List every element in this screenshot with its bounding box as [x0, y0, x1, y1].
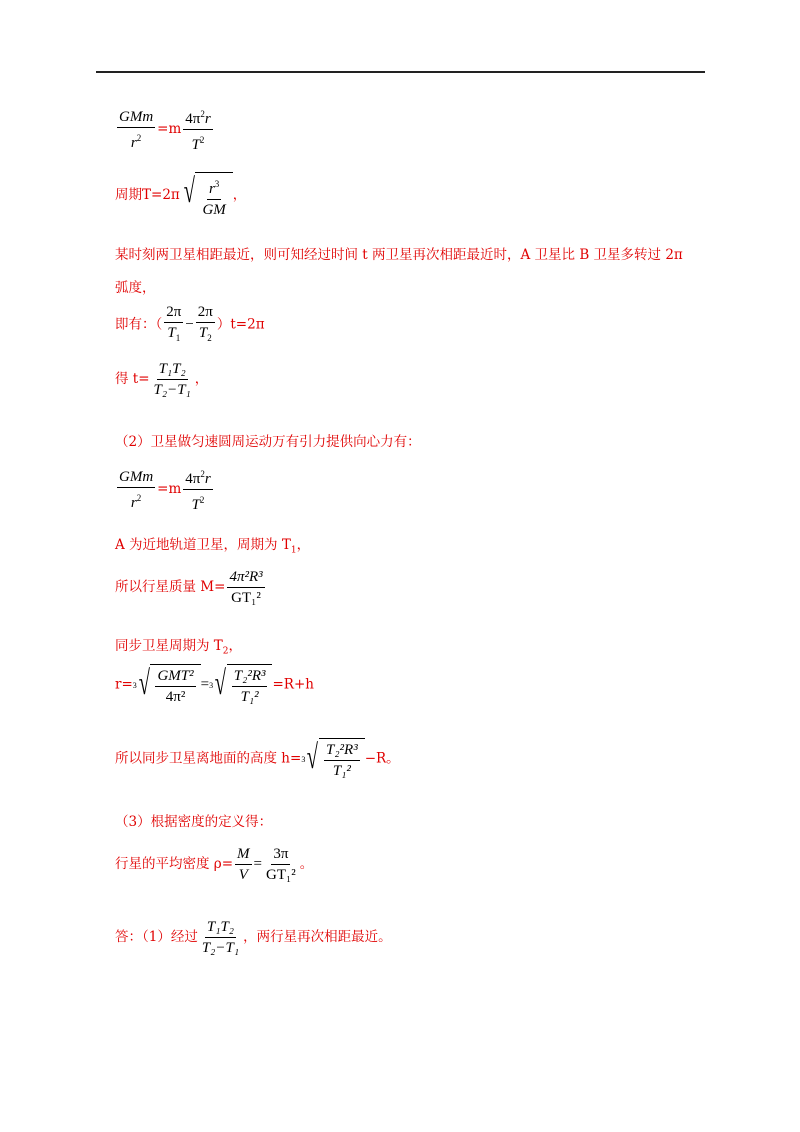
sqrt: √ $\frac{r^3}{GM}$: [180, 172, 233, 219]
fraction: $\frac{4\pi^2r}{T^2}$: [183, 105, 212, 154]
equation-gravity-1: $\frac{\text{GMm}}{r^2}$ =m $\frac{4\pi^2r}{T^2}$: [115, 105, 215, 154]
period-formula: 周期T=2π √ $\frac{r^3}{GM}$ ，: [115, 173, 247, 218]
answer-line: 答：（1）经过 $\frac{\text{T₁T₂}}{\text{T₂−T₁}}$ ，两行星再次相距最近。: [115, 919, 392, 956]
equation-gravity-2: $\frac{\text{GMm}}{r^2}$ =m $\frac{4\pi^2r}{T^2}$: [115, 465, 215, 514]
equation-t: 得 t= $\frac{\text{T₁T₂}}{\text{T₂−T₁}}$ ，: [115, 361, 209, 398]
paragraph-line: 弧度，: [115, 280, 156, 296]
sync-period-line: 同步卫星周期为 $T_2$，: [115, 638, 243, 657]
paragraph-line: 某时刻两卫星相距最近，则可知经过时间 t 两卫星再次相距最近时，A 卫星比 B 卫星多转过 2π: [115, 247, 683, 263]
section-heading: （2）卫星做匀速圆周运动万有引力提供向心力有：: [115, 434, 421, 450]
fraction: $\frac{\text{GMm}}{r^2}$: [119, 108, 154, 151]
section-heading: （3）根据密度的定义得：: [115, 814, 273, 830]
density-formula: 行星的平均密度 ρ= $\frac{M}{V}$ = $\frac{3\pi}{\text{GT₁²}}$ 。: [115, 846, 314, 883]
height-formula: 所以同步卫星离地面的高度 h= 3 √ $\frac{\text{T₂²R³}}{\text{T₁²}}$ −R。: [115, 739, 400, 779]
mass-formula: 所以行星质量 M= $\frac{\text{4π²R³}}{\text{GT₁²}}$: [115, 569, 263, 606]
radius-formula: r= 3 √ $\frac{\text{GMT²}}{\text{4π²}}$ = 3 √ $\frac{\text{T₂²R³}}{\text{T₁²}}$ =R+h: [115, 665, 314, 705]
equation-time: 即有：（ $\frac{2\pi}{T_1}$ − $\frac{2\pi}{T_2}$ ）t=2π: [115, 304, 265, 343]
near-orbit-line: A 为近地轨道卫星，周期为 $T_1$，: [115, 537, 311, 556]
header-rule: [96, 71, 705, 73]
